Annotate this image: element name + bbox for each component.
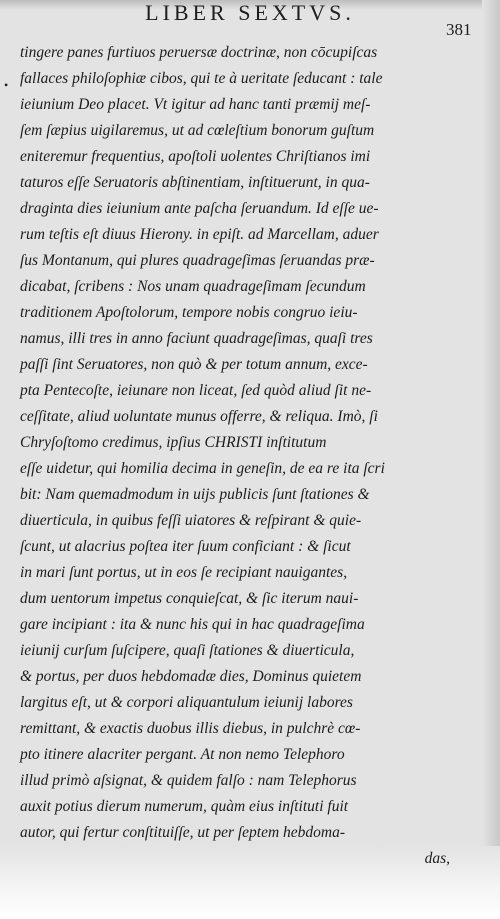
text-line: draginta dies ieiunium ante paſcha ſeruandum. Id eſſe ue-	[20, 200, 379, 217]
text-line: illud primò aſsignat, & quidem falſo : nam Telephorus	[20, 772, 357, 789]
text-line: traditionem Apoſtolorum, tempore nobis congruo ieiu-	[20, 304, 358, 321]
text-line: diuerticula, in quibus feſſi uiatores & reſpirant & quie-	[20, 512, 362, 529]
text-line: dum uentorum impetus conquieſcat, & ſic iterum naui-	[20, 590, 359, 607]
text-line: ieiunium Deo placet. Vt igitur ad hanc tanti præmij meſ-	[20, 96, 371, 113]
text-line: paſſi ſint Seruatores, non quò & per totum annum, exce-	[20, 356, 368, 373]
text-line: Chryſoſtomo credimus, ipſius CHRISTI inſtitutum	[20, 434, 327, 451]
text-line: dicabat, ſcribens : Nos unam quadrageſimam ſecundum	[20, 278, 366, 295]
text-line: autor, qui fertur conſtituiſſe, ut per ſeptem hebdoma-	[20, 824, 346, 841]
text-line: ſus Montanum, qui plures quadrageſimas ſeruandas præ-	[20, 252, 375, 269]
text-line: auxit potius dierum numerum, quàm eius inſtituti fuit	[20, 798, 349, 815]
catchword: das,	[424, 850, 450, 867]
text-block	[20, 40, 450, 872]
text-line: ieiunij curſum ſuſcipere, quaſi ſtationes & diuerticula,	[20, 642, 355, 659]
text-line: largitus eſt, ut & corpori aliquantulum ieiunij labores	[20, 694, 353, 711]
text-line: rum teſtis eſt diuus Hierony. in epiſt. ad Marcellam, aduer	[20, 226, 379, 243]
text-line: tingere panes furtiuos peruersæ doctrinæ, non cōcupiſcas	[20, 44, 378, 61]
text-line: remittant, & exactis duobus illis diebus, in pulchrè cœ-	[20, 720, 361, 737]
text-line: taturos eſſe Seruatoris abſtinentiam, inſtituerunt, in qua-	[20, 174, 370, 191]
text-line: ceſſitate, aliud uoluntate munus offerre, & reliqua. Imò, ſi	[20, 408, 378, 425]
text-line: eniteremur frequentius, apoſtoli uolentes Chriſtianos imi	[20, 148, 371, 165]
text-line: in mari ſunt portus, ut in eos ſe recipiant nauigantes,	[20, 564, 348, 581]
margin-mark: •	[4, 78, 9, 92]
text-line: gare incipiant : ita & nunc his qui in hac quadrageſima	[20, 616, 365, 633]
page-number: 381	[446, 20, 472, 39]
text-line: ſem ſæpius uigilaremus, ut ad cœleſtium bonorum guſtum	[20, 122, 375, 139]
text-line: namus, illi tres in anno faciunt quadrageſimas, quaſi tres	[20, 330, 373, 347]
text-line: bit: Nam quemadmodum in uijs publicis ſunt ſtationes &	[20, 486, 370, 503]
text-line: eſſe uidetur, qui homilia decima in geneſin, de ea re ita ſcri	[20, 460, 385, 477]
text-line: fallaces philoſophiæ cibos, qui te à ueritate ſeducant : tale	[20, 70, 383, 87]
text-line: pto itinere alacriter pergant. At non nemo Telephoro	[20, 746, 345, 763]
running-head: LIBER SEXTVS.	[145, 0, 355, 25]
text-line: ſcunt, ut alacrius poſtea iter ſuum conficiant : & ſicut	[20, 538, 351, 555]
page-right-shadow	[482, 0, 500, 919]
text-line: & portus, per duos hebdomadæ dies, Dominus quietem	[20, 668, 362, 685]
text-line: pta Pentecoſte, ieiunare non liceat, ſed quòd aliud ſit ne-	[20, 382, 372, 399]
